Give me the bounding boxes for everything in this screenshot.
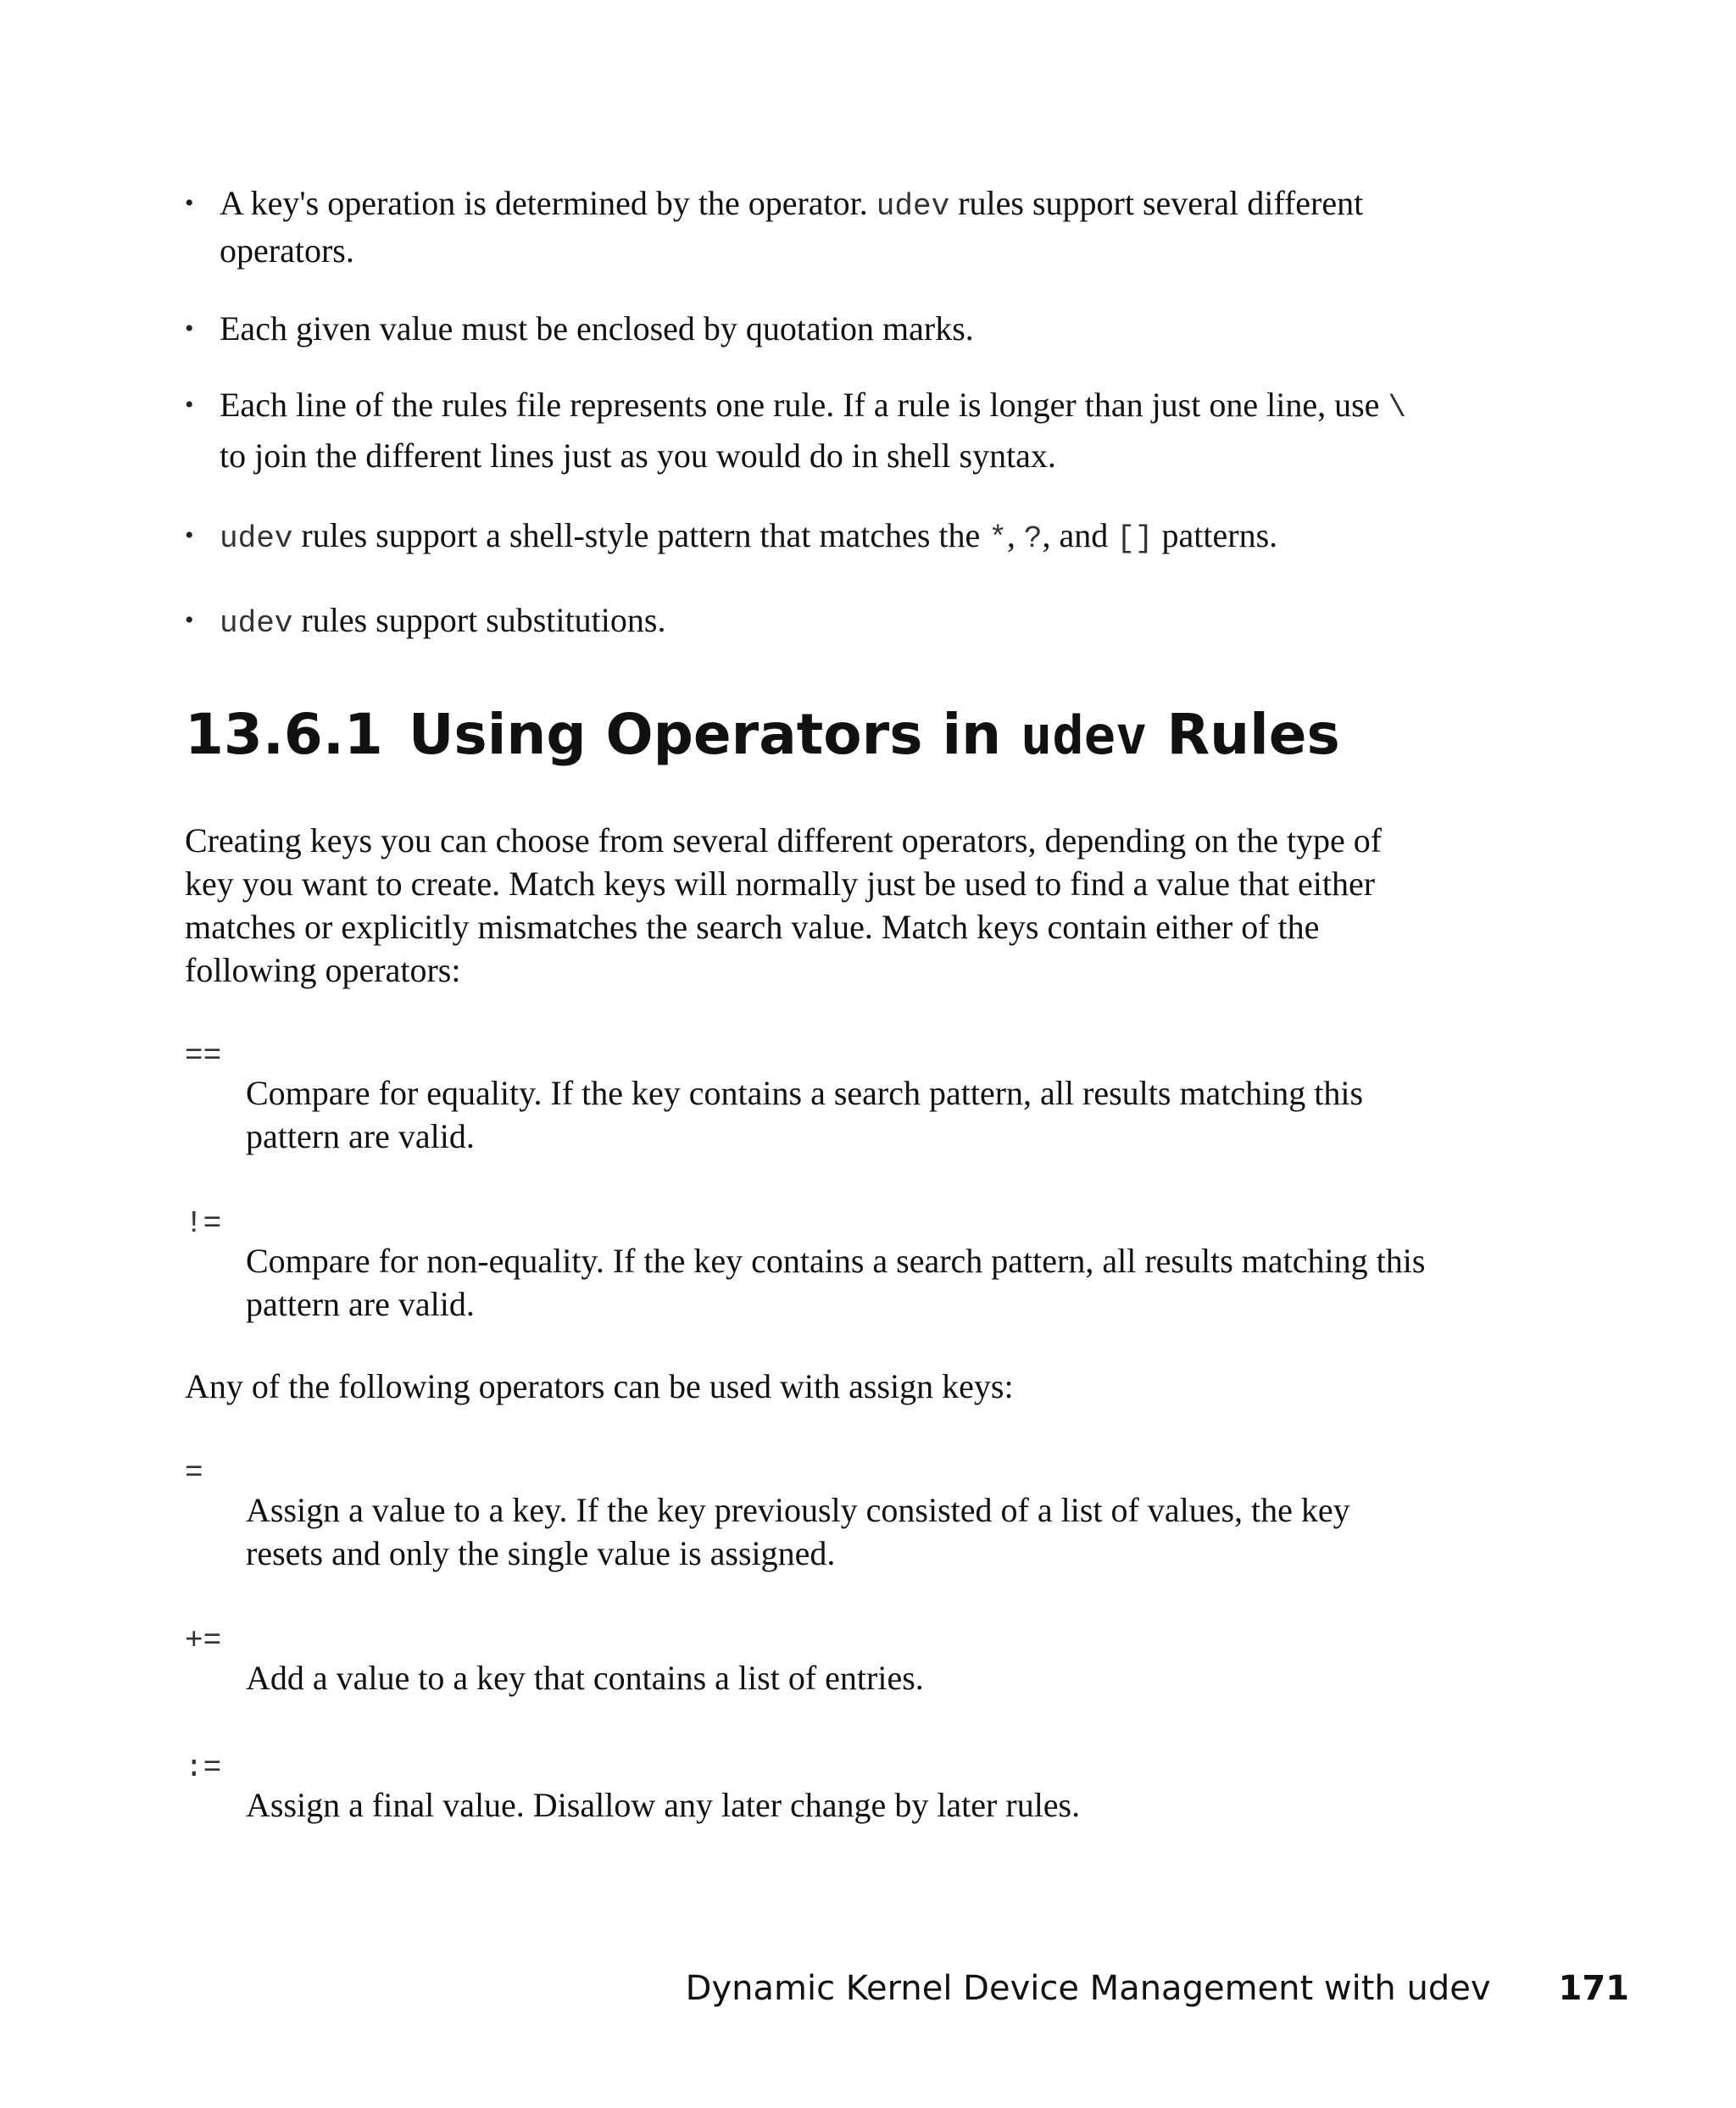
- list-item: • A key's operation is determined by the operator. udev rules support several different operators.: [185, 181, 1431, 273]
- inline-code: []: [1116, 521, 1154, 556]
- bullet-list: [185, 181, 1431, 646]
- list-item: • Each given value must be enclosed by quotation marks.: [185, 307, 1431, 351]
- operator-term: +=: [185, 1623, 222, 1658]
- operator-description: Assign a value to a key. If the key previously consisted of a list of values, the key resets and only the single value is assigned.: [246, 1491, 1350, 1572]
- inline-code: *: [988, 521, 1007, 556]
- page-footer: [686, 1965, 1629, 2012]
- operator-term: !=: [185, 1206, 222, 1241]
- operator-term: ==: [185, 1038, 222, 1073]
- section-title: Using Operators in udev Rules: [408, 702, 1340, 767]
- inline-code: ?: [1023, 521, 1043, 556]
- operator-description: Add a value to a key that contains a list of entries.: [246, 1659, 924, 1697]
- running-footer-title: Dynamic Kernel Device Management with udev: [685, 1969, 1491, 2008]
- list-item: • Each line of the rules file represents one rule. If a rule is longer than just one line, use \ to join the different lines just as you would do in shell syntax.: [185, 381, 1431, 480]
- operator-term: :=: [185, 1750, 222, 1785]
- inline-code: udev: [220, 606, 293, 641]
- list-item: • udev rules support substitutions.: [185, 598, 1431, 646]
- list-item: • udev rules support a shell-style pattern that matches the *, ?, and [] patterns.: [185, 514, 1431, 561]
- bullet-icon: •: [185, 606, 194, 634]
- operator-description: Compare for non-equality. If the key contains a search pattern, all results matching this pattern are valid.: [246, 1242, 1426, 1323]
- operator-description: Compare for equality. If the key contains a search pattern, all results matching this pattern are valid.: [246, 1074, 1364, 1155]
- section-title-code: udev: [1021, 704, 1148, 766]
- bullet-icon: •: [185, 521, 194, 549]
- bullet-icon: •: [185, 189, 194, 217]
- inline-code: udev: [220, 521, 293, 556]
- section-number: 13.6.1: [185, 702, 383, 767]
- operator-description: Assign a final value. Disallow any later change by later rules.: [246, 1786, 1081, 1824]
- section-heading: [185, 697, 1340, 774]
- inline-code: udev: [876, 189, 950, 224]
- page-number: 171: [1558, 1969, 1629, 2008]
- inline-code: \: [1388, 391, 1407, 425]
- intro-paragraph: Creating keys you can choose from several different operators, depending on the type of key you want to create. Match keys will normally just be used to find a value that either matches or explicitly mismatches the search value. Match keys contain either of the following operators:: [185, 821, 1383, 989]
- assign-intro-paragraph: Any of the following operators can be used with assign keys:: [185, 1367, 1014, 1405]
- operator-term: =: [185, 1455, 203, 1490]
- bullet-icon: •: [185, 314, 194, 342]
- bullet-icon: •: [185, 391, 194, 419]
